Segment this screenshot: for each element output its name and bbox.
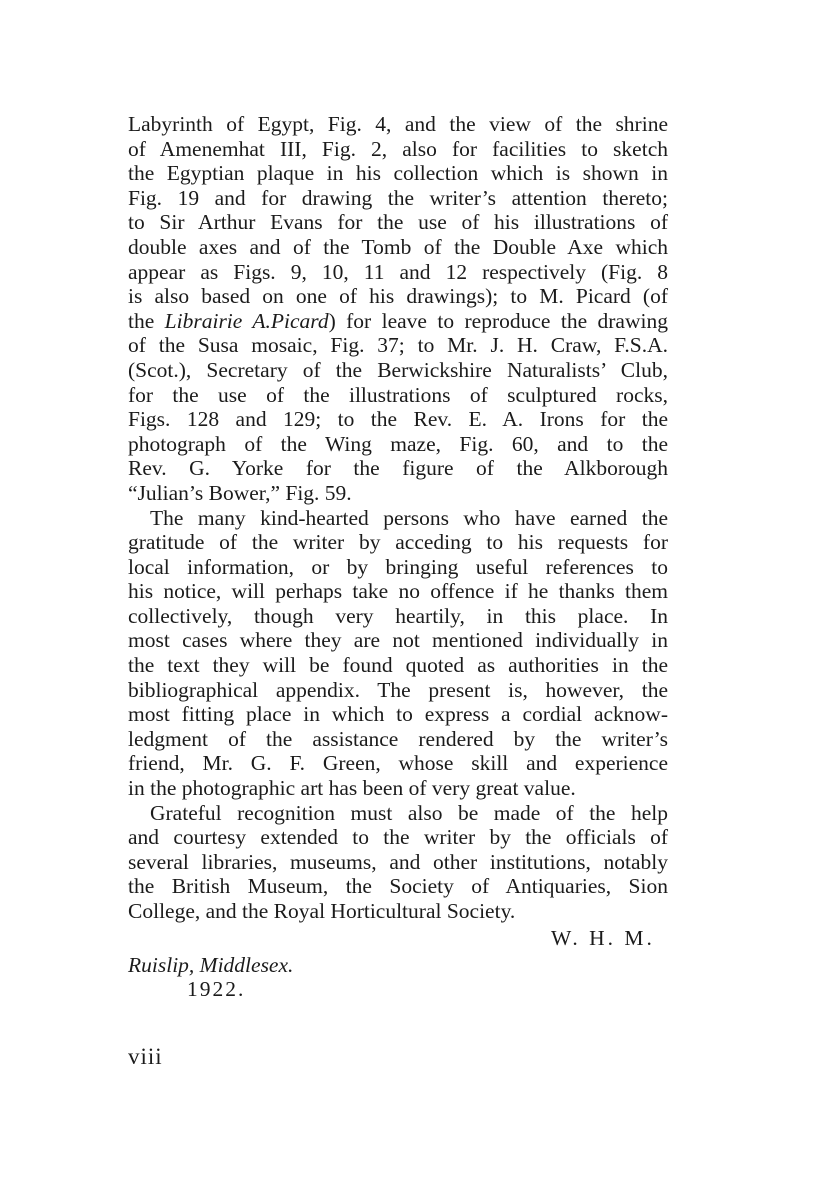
text-line: and courtesy extended to the writer by the officials of xyxy=(128,825,668,850)
text-line: of the Susa mosaic, Fig. 37; to Mr. J. H. Craw, F.S.A. xyxy=(128,333,668,358)
author-initials: W. H. M. xyxy=(551,926,655,950)
text-line: Grateful recognition must also be made of the help xyxy=(150,800,668,825)
text-line: Labyrinth of Egypt, Fig. 4, and the view of the shrine xyxy=(128,112,668,136)
text-line: Rev. G. Yorke for the figure of the Alkborough xyxy=(128,456,668,481)
text-line: local information, or by bringing useful references to xyxy=(128,554,668,579)
text-line: gratitude of the writer by acceding to his requests for xyxy=(128,530,668,555)
place-line: Ruislip, Middlesex. xyxy=(128,953,294,977)
text-line: “Julian’s Bower,” Fig. 59. xyxy=(128,480,352,505)
text-line: photograph of the Wing maze, Fig. 60, and to the xyxy=(128,431,668,456)
text-line: double axes and of the Tomb of the Double Axe which xyxy=(128,234,668,259)
text-line: is also based on one of his drawings); to M. Picard (of xyxy=(128,284,668,309)
page-number: viii xyxy=(128,1044,163,1069)
year-line: 1922. xyxy=(187,977,246,1001)
italic-title: Librairie A.Picard xyxy=(164,308,329,333)
text-line: in the photographic art has been of very great value. xyxy=(128,776,576,801)
text-line: College, and the Royal Horticultural Society. xyxy=(128,899,516,923)
text-line: bibliographical appendix. The present is, however, the xyxy=(128,677,668,702)
text-line: (Scot.), Secretary of the Berwickshire Naturalists’ Club, xyxy=(128,357,668,382)
text-line: most fitting place in which to express a cordial acknow- xyxy=(128,702,668,727)
text-line: of Amenemhat III, Fig. 2, also for facilities to sketch xyxy=(128,136,668,161)
text-line-with-italic: the Librairie A.Picard) for leave to reproduce the drawing xyxy=(128,308,668,333)
text-line: collectively, though very heartily, in this place. In xyxy=(128,603,668,628)
text-line: the Egyptian plaque in his collection which is shown in xyxy=(128,161,668,186)
body-text xyxy=(128,112,668,924)
text-line: several libraries, museums, and other institutions, notably xyxy=(128,849,668,874)
text-line: The many kind-hearted persons who have earned the xyxy=(150,505,668,530)
text-line: most cases where they are not mentioned individually in xyxy=(128,628,668,653)
text-line: the text they will be found quoted as authorities in the xyxy=(128,653,668,678)
text-line: Fig. 19 and for drawing the writer’s attention thereto; xyxy=(128,185,668,210)
text-line: his notice, will perhaps take no offence if he thanks them xyxy=(128,579,668,604)
text-line: Figs. 128 and 129; to the Rev. E. A. Irons for the xyxy=(128,407,668,432)
text-line: for the use of the illustrations of sculptured rocks, xyxy=(128,382,668,407)
text-line: to Sir Arthur Evans for the use of his illustrations of xyxy=(128,210,668,235)
text-line: ledgment of the assistance rendered by the writer’s xyxy=(128,726,668,751)
text-line: friend, Mr. G. F. Green, whose skill and experience xyxy=(128,751,668,776)
text-line: the British Museum, the Society of Antiquaries, Sion xyxy=(128,874,668,899)
text-line: appear as Figs. 9, 10, 11 and 12 respectively (Fig. 8 xyxy=(128,259,668,284)
